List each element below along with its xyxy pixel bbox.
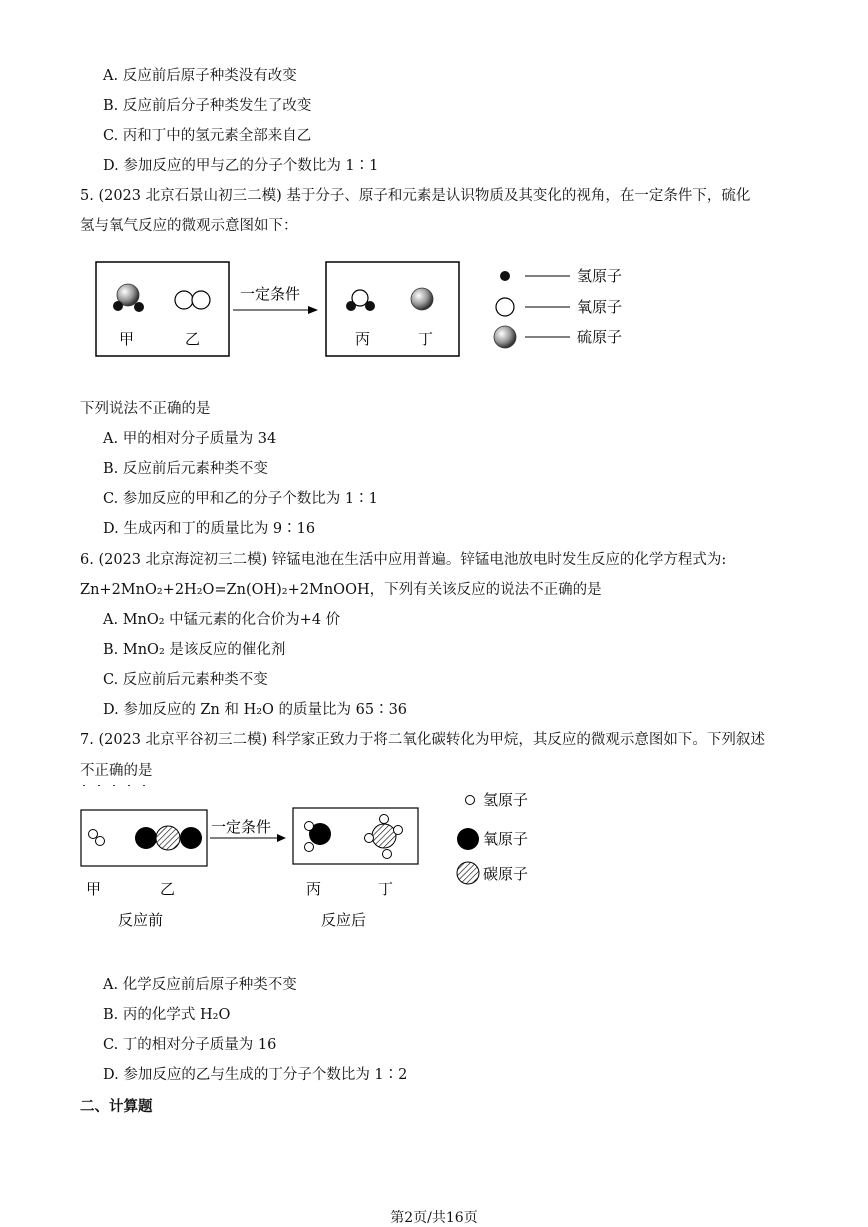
q5-stem-line2: 氢与氧气反应的微观示意图如下： — [80, 218, 298, 234]
q5-h2o-molecule — [346, 290, 375, 311]
q5-stem-line1: 5. (2023 北京石景山初三二模) 基于分子、原子和元素是认识物质及其变化的视角，在一定条件下，硫化 — [80, 188, 751, 204]
q7-legend-o-icon — [457, 828, 479, 850]
q6-option-d: D. 参加反应的 Zn 和 H₂O 的质量比为 65∶36 — [103, 702, 408, 718]
q5-option-a: A. 甲的相对分子质量为 34 — [103, 431, 277, 447]
q7-option-b: B. 丙的化学式 H₂O — [103, 1007, 231, 1023]
q7-before-label: 反应前 — [118, 911, 164, 929]
q7-label-ding: 丁 — [378, 880, 394, 898]
q5-legend-h-icon — [500, 271, 510, 281]
q5-label-yi: 乙 — [185, 330, 201, 348]
q6-option-c: C. 反应前后元素种类不变 — [103, 672, 268, 688]
q6-equation: Zn+2MnO₂+2H₂O=Zn(OH)₂+2MnOOH，下列有关该反应的说法不正确的是 — [80, 582, 602, 598]
q5-label-ding: 丁 — [418, 330, 434, 348]
q5-product-box — [326, 262, 459, 356]
q7-option-d: D. 参加反应的乙与生成的丁分子个数比为 1∶2 — [103, 1067, 408, 1083]
q6-stem-line1: 6. (2023 北京海淀初三二模) 锌锰电池在生活中应用普遍。锌锰电池放电时发生反应的化学方程式为: — [80, 552, 727, 568]
q7-stem-line2: 不正确的是 — [80, 763, 153, 779]
q4-option-d: D. 参加反应的甲与乙的分子个数比为 1∶1 — [103, 158, 379, 174]
q5-figure — [90, 255, 650, 365]
q5-option-c: C. 参加反应的甲和乙的分子个数比为 1∶1 — [103, 491, 378, 507]
q5-label-bing: 丙 — [355, 330, 371, 348]
q4-option-a: A. 反应前后原子种类没有改变 — [103, 68, 297, 84]
q7-legend-o: 氧原子 — [483, 830, 529, 848]
q6-option-b: B. MnO₂ 是该反应的催化剂 — [103, 642, 286, 658]
q6-option-a: A. MnO₂ 中锰元素的化合价为+4 价 — [103, 612, 341, 628]
page-footer: 第2页/共16页 — [390, 1210, 478, 1226]
q7-label-yi: 乙 — [160, 880, 176, 898]
q5-arrow-label: 一定条件 — [240, 285, 301, 303]
q5-legend-h: 氢原子 — [577, 267, 623, 285]
q7-ch4-molecule — [365, 815, 403, 859]
q7-arrow-icon — [277, 834, 286, 842]
q4-option-c: C. 丙和丁中的氢元素全部来自乙 — [103, 128, 312, 144]
q5-legend-o: 氧原子 — [577, 298, 623, 316]
q5-label-jia: 甲 — [119, 330, 135, 348]
q7-after-label: 反应后 — [321, 911, 367, 929]
q7-co2-molecule — [135, 826, 202, 850]
q7-h2o-molecule — [305, 822, 332, 852]
q7-legend-h: 氢原子 — [483, 791, 529, 809]
q7-stem-line1: 7. (2023 北京平谷初三二模) 科学家正致力于将二氧化碳转化为甲烷，其反应的微观示意图如下。下列叙述 — [80, 732, 765, 748]
q7-legend-c: 碳原子 — [483, 865, 529, 883]
q5-arrow-icon — [308, 306, 318, 314]
q5-legend-s-icon — [494, 326, 516, 348]
q7-legend-c-icon — [457, 862, 479, 884]
q7-arrow-label: 一定条件 — [211, 818, 272, 836]
q7-figure — [78, 785, 558, 935]
q5-option-d: D. 生成丙和丁的质量比为 9∶16 — [103, 521, 316, 537]
q7-legend-h-icon — [466, 796, 475, 805]
q7-option-a: A. 化学反应前后原子种类不变 — [103, 977, 297, 993]
q7-label-jia: 甲 — [86, 880, 102, 898]
q5-option-b: B. 反应前后元素种类不变 — [103, 461, 268, 477]
q7-option-c: C. 丁的相对分子质量为 16 — [103, 1037, 277, 1053]
q5-sulfur-atom — [411, 288, 433, 310]
q7-h2-molecule — [89, 830, 105, 846]
q7-label-bing: 丙 — [306, 880, 322, 898]
q5-prompt: 下列说法不正确的是 — [80, 401, 211, 417]
q5-h2s-molecule — [113, 284, 144, 312]
q4-option-b: B. 反应前后分子种类发生了改变 — [103, 98, 312, 114]
q5-o2-molecule — [175, 291, 210, 309]
section-title: 二、计算题 — [80, 1098, 153, 1115]
q5-legend-o-icon — [496, 298, 514, 316]
q5-legend-s: 硫原子 — [577, 328, 623, 346]
